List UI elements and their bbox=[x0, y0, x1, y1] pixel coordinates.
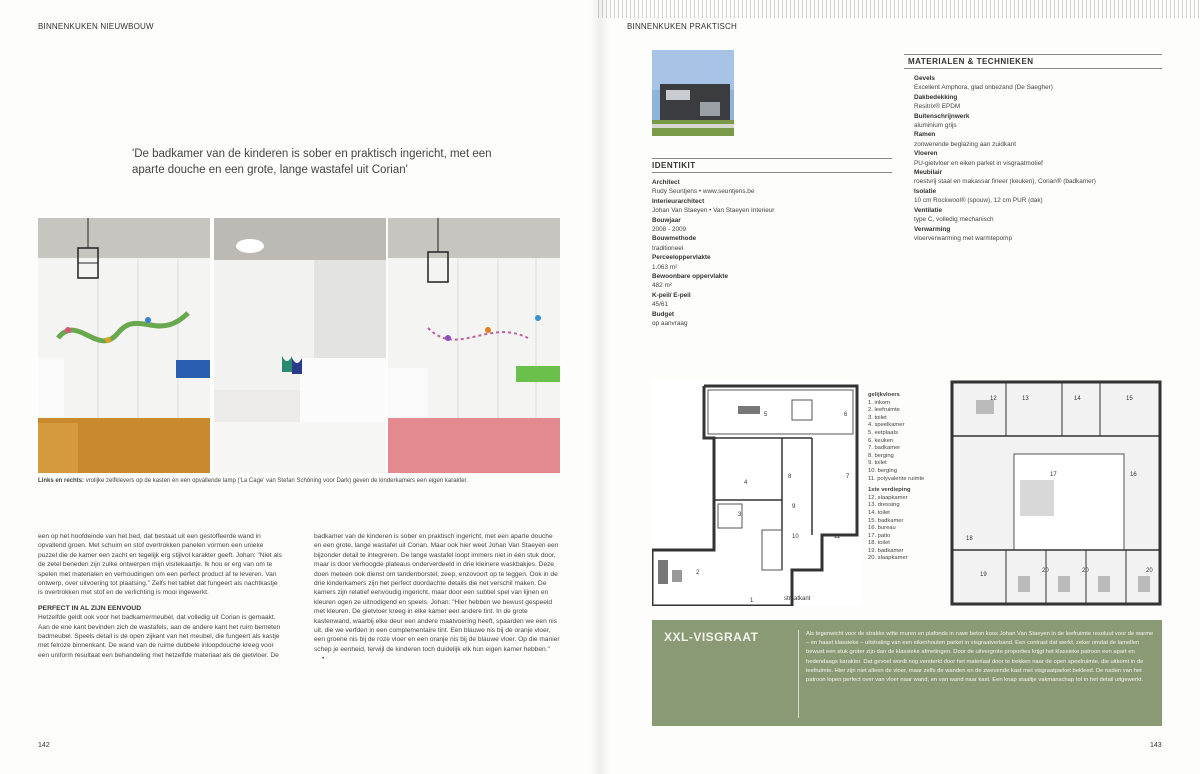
feature-box-title: XXL-VISGRAAT bbox=[664, 630, 759, 644]
svg-text:18: 18 bbox=[966, 536, 973, 542]
materials-value: aluminium grijs bbox=[914, 122, 957, 130]
text-column-1 bbox=[38, 532, 284, 660]
street-side-label: straatkant bbox=[784, 596, 811, 602]
svg-text:20: 20 bbox=[1146, 568, 1153, 574]
identikit-value: op aanvraag bbox=[652, 320, 688, 328]
identikit-item bbox=[652, 310, 892, 329]
identikit-item bbox=[652, 291, 892, 310]
materials-item bbox=[914, 206, 1164, 225]
materials-item bbox=[914, 93, 1164, 112]
running-head-right: BINNENKUKEN PRAKTISCH bbox=[627, 22, 737, 31]
svg-text:5: 5 bbox=[764, 412, 768, 418]
materials-value: Resitrix® EPDM bbox=[914, 103, 961, 111]
feature-box-divider bbox=[798, 630, 799, 718]
floor-plan-ground bbox=[652, 380, 862, 606]
svg-text:8: 8 bbox=[788, 474, 792, 480]
materials-item bbox=[914, 225, 1164, 244]
svg-text:3: 3 bbox=[738, 512, 742, 518]
materials-label: Buitenschrijnwerk bbox=[914, 112, 970, 120]
photo-caption bbox=[38, 478, 558, 484]
identikit-title: IDENTIKIT bbox=[652, 158, 892, 173]
running-head-left: BINNENKUKEN NIEUWBOUW bbox=[38, 22, 154, 31]
text-column-2 bbox=[314, 532, 560, 664]
materials-label: Dakbedekking bbox=[914, 93, 958, 101]
identikit-item bbox=[652, 197, 892, 216]
identikit-value: Rudy Seuntjens • www.seuntjens.be bbox=[652, 188, 755, 196]
photo-house-exterior bbox=[652, 50, 734, 136]
identikit-label: K-peil/ E-peil bbox=[652, 291, 691, 299]
materials-label: Meubilair bbox=[914, 169, 943, 177]
materials-label: Ventilatie bbox=[914, 206, 943, 214]
photo-kids-room-pink bbox=[388, 218, 560, 473]
identikit-item bbox=[652, 272, 892, 291]
materials-label: Vloeren bbox=[914, 150, 938, 158]
identikit-label: Architect bbox=[652, 179, 680, 186]
identikit-label: Bouwmethode bbox=[652, 235, 697, 243]
svg-text:11: 11 bbox=[834, 534, 841, 540]
feature-box-text: Als tegenwicht voor de strakke witte muren en plafonds in ruwe beton koos Johan Van Staeyen in de leefruimte resoluut voor de warme – en haast klassieke – uitstraling van een eikenhouten parket in visgraatverband. Een contrast dat werkt, zeker omdat de lamellen bewust een stuk groter zijn dan de klassieke afmetingen. Door de uitvergrote proporties krijgt het klassieke patroon een apart en hedendaags karakter. Dat gevoel wordt nog versterkt door het materiaal door te trekken naar de open speelruimte, die uitkomt in de leefruimte. Hier zijn niet alleen de vloer, maar zelfs de wanden en de zwevende kast met visgraatparket bekleed. De naden van het patroon lopen perfect over van vloer naar wand, en van wand naar kast. Een knap staaltje vakmanschap tot in het detail uitgewerkt. bbox=[806, 631, 1154, 684]
legend-item: 10. berging bbox=[868, 467, 898, 474]
legend-item: 19. badkamer bbox=[868, 547, 904, 554]
identikit-value: 45/61 bbox=[652, 301, 668, 309]
svg-text:17: 17 bbox=[1050, 472, 1057, 478]
svg-text:16: 16 bbox=[1130, 472, 1137, 478]
legend-item: 5. eetplaats bbox=[868, 429, 898, 436]
legend-item: 2. leefruimte bbox=[868, 407, 900, 414]
identikit-value: traditioneel bbox=[652, 244, 684, 252]
legend-item: 20. slaapkamer bbox=[868, 555, 908, 562]
legend-item: 16. bureau bbox=[868, 525, 896, 532]
svg-text:6: 6 bbox=[844, 412, 848, 418]
legend-item: 8. berging bbox=[868, 452, 894, 459]
svg-text:19: 19 bbox=[980, 572, 987, 578]
materials-label: Gevels bbox=[914, 75, 935, 82]
materials-label: Isolatie bbox=[914, 187, 937, 195]
materials-label: Ramen bbox=[914, 131, 936, 139]
materials-item bbox=[914, 149, 1164, 168]
materials-title: MATERIALEN & TECHNIEKEN bbox=[904, 54, 1162, 69]
svg-text:1: 1 bbox=[750, 598, 754, 604]
materials-item bbox=[914, 130, 1164, 149]
identikit-value: 482 m² bbox=[652, 282, 672, 290]
svg-text:2: 2 bbox=[696, 570, 700, 576]
photo-kids-room-pink-image bbox=[388, 218, 560, 473]
legend-item: 6. keuken bbox=[868, 437, 894, 444]
legend-item: 15. badkamer bbox=[868, 517, 904, 524]
column-1-paragraph-2: Hetzelfde geldt ook voor het badkamermeubel, dat volledig uit Corian is gemaakt. Aan de ene kant bevinden zich de wastafels, aan de andere kant het ruim bemeten badmeubel. Speels detail is de open zijkant van het meubel, die fungeert als kastje met felroze binnenkant. De wand van de ruime dubbele inloopdouche kreeg voor een uniform resultaat een behandeling met hetzelfde materiaal als de gietvloer. De bbox=[38, 614, 281, 659]
svg-text:13: 13 bbox=[1022, 396, 1029, 402]
materials-item bbox=[914, 74, 1164, 93]
photo-bathroom-image bbox=[214, 218, 386, 473]
svg-text:10: 10 bbox=[792, 534, 799, 540]
column-2-paragraph-1 bbox=[314, 532, 560, 664]
identikit-item bbox=[652, 234, 892, 253]
identikit-label: Bouwjaar bbox=[652, 216, 681, 224]
identikit-value: Johan Van Staeyen • Van Staeyen Interieur bbox=[652, 207, 775, 215]
legend-item: 3. toilet bbox=[868, 414, 887, 421]
column-2-text: badkamer van de kinderen is sober en praktisch ingericht, met een aparte douche en een grote, lange wastafel uit Corian. Maar ook hier weet Johan Van Staeyen een bijzonder detail te integreren. De lange wastafel loopt immers niet in één stuk door, maar is door verhoogde plateaus onderverdeeld in drie kleinere waskbakjes. Deze doen meteen ook dienst om tandenborstel, zeep, enzovoort op te leggen. Ook in de drie kinderkamers zijn het perfect doordachte details die het verschil maken. De kamers zijn relatief eenvoudig ingericht, maar door een subtiel spel van lijnen en kleuren ogen ze uitnodigend en speels. Johan: "Hier hebben we bewust gespeeld met kleuren. De gietvloer kreeg in elke kamer een andere tint. In de grote kastenwand, waarbij elke deur een andere maatvoering heeft, spaarden we een nis uit, die we verfden in een complementaire tint. Een blauwe nis bij de oranje vloer, een groene nis bij de roze vloer en een oranje nis bij de blauwe vloer. Op die manier schep je eenheid, terwijl de kinderen toch duidelijk elk hun eigen kamer hebben." bbox=[314, 533, 560, 653]
identikit-label: Budget bbox=[652, 310, 675, 318]
identikit-label: Perceeloppervlakte bbox=[652, 254, 711, 262]
svg-text:15: 15 bbox=[1126, 396, 1133, 402]
pull-quote: 'De badkamer van de kinderen is sober en praktisch ingericht, met een aparte douche en een grote, lange wastafel uit Corian' bbox=[132, 148, 492, 176]
svg-text:20: 20 bbox=[1042, 568, 1049, 574]
legend-item: 18. toilet bbox=[868, 540, 890, 547]
floor-plan-ground-drawing bbox=[652, 380, 862, 606]
svg-text:4: 4 bbox=[744, 480, 748, 486]
feature-box bbox=[652, 620, 1162, 726]
legend-item: 7. badkamer bbox=[868, 445, 901, 452]
materials-value: type C, volledig mechanisch bbox=[914, 216, 994, 224]
materials-item bbox=[914, 112, 1164, 131]
identikit-value: 2008 - 2009 bbox=[652, 226, 687, 234]
legend-item: 12. slaapkamer bbox=[868, 494, 908, 501]
identikit-item bbox=[652, 178, 892, 197]
identikit-label: Interieurarchitect bbox=[652, 197, 705, 205]
legend-ground-title: gelijkvloers bbox=[868, 392, 900, 398]
svg-text:9: 9 bbox=[792, 504, 796, 510]
svg-text:12: 12 bbox=[990, 396, 997, 402]
legend-first-title: 1ste verdieping bbox=[868, 487, 911, 494]
legend-item: 11. polyvalente ruimte bbox=[868, 475, 925, 482]
page-number-left: 142 bbox=[38, 742, 50, 749]
photo-kids-room-orange-image bbox=[38, 218, 210, 473]
legend-item: 4. speelkamer bbox=[868, 422, 905, 429]
svg-text:7: 7 bbox=[846, 474, 850, 480]
identikit-value: 1.063 m² bbox=[652, 263, 678, 271]
caption-label: Links en rechts: bbox=[38, 478, 85, 484]
svg-text:20: 20 bbox=[1082, 568, 1089, 574]
materials-value: 10 cm Rockwool® (spouw), 12 cm PUR (dak) bbox=[914, 197, 1043, 205]
materials-label: Verwarming bbox=[914, 225, 951, 233]
photo-kids-room-orange bbox=[38, 218, 210, 473]
materials-item bbox=[914, 168, 1164, 187]
materials-value: PU-gietvloer en eiken parket in visgraatmotief bbox=[914, 159, 1043, 167]
identikit-item bbox=[652, 253, 892, 272]
materials-value: roestvrij staal en makassar fineer (keuken), Corian® (badkamer) bbox=[914, 178, 1096, 186]
column-1-paragraph-1: een op het hoofdeinde van het bed, dat bestaat uit een gestoffeerde wand in opvallend groen. Met schuim en stof overtrokken panelen vormen een unieke puzzel die de kamer een zacht en tegelijk erg stijlvol karakter geeft. Johan: "Niet als de zetel beneden zijn zulke ontwerpen mijn visitekaartje. Ik hou er erg van om te spelen met materialen en verhoudingen om een perfect product af te leveren. Van ontwerp, over uitvoering tot plaatsing." Zelfs het tablet dat fungeert als nachtkastje is overtrokken met stof en de verlichting is mooi ingewerkt. bbox=[38, 533, 282, 597]
floor-plan-first-drawing bbox=[950, 380, 1162, 606]
legend-item: 14. toilet bbox=[868, 509, 890, 516]
caption-text: vrolijke zelfklevers op de kasten en een opvallende lamp ('La Cage' van Stefan Schöning voor Dark) geven de kinderkamers een eigen karakter. bbox=[85, 478, 468, 484]
legend-item: 13. dressing bbox=[868, 502, 900, 509]
identikit-item bbox=[652, 216, 892, 235]
photo-house-exterior-image bbox=[652, 50, 734, 136]
identikit-list bbox=[652, 178, 892, 329]
legend-item: 9. toilet bbox=[868, 460, 887, 467]
materials-value: Excellent Amphora, glad onbezand (De Saegher) bbox=[914, 84, 1053, 92]
photo-bathroom bbox=[214, 218, 386, 473]
identikit-label: Bewoonbare oppervlakte bbox=[652, 273, 728, 281]
legend-item: 17. patio bbox=[868, 532, 891, 539]
end-mark: • bbox=[322, 655, 325, 663]
materials-list bbox=[914, 74, 1164, 243]
legend-item: 1. inkom bbox=[868, 399, 890, 406]
materials-item bbox=[914, 187, 1164, 206]
page-number-right: 143 bbox=[1150, 742, 1162, 749]
svg-text:14: 14 bbox=[1074, 396, 1081, 402]
materials-value: zonwerende beglazing aan zuidkant bbox=[914, 140, 1016, 148]
floor-plan-legend bbox=[868, 392, 924, 563]
tick-strip bbox=[598, 0, 1200, 18]
materials-value: vloerverwarming met warmtepomp bbox=[914, 234, 1013, 242]
floor-plan-first bbox=[950, 380, 1162, 606]
section-heading: PERFECT IN AL ZIJN EENVOUD bbox=[38, 604, 142, 612]
